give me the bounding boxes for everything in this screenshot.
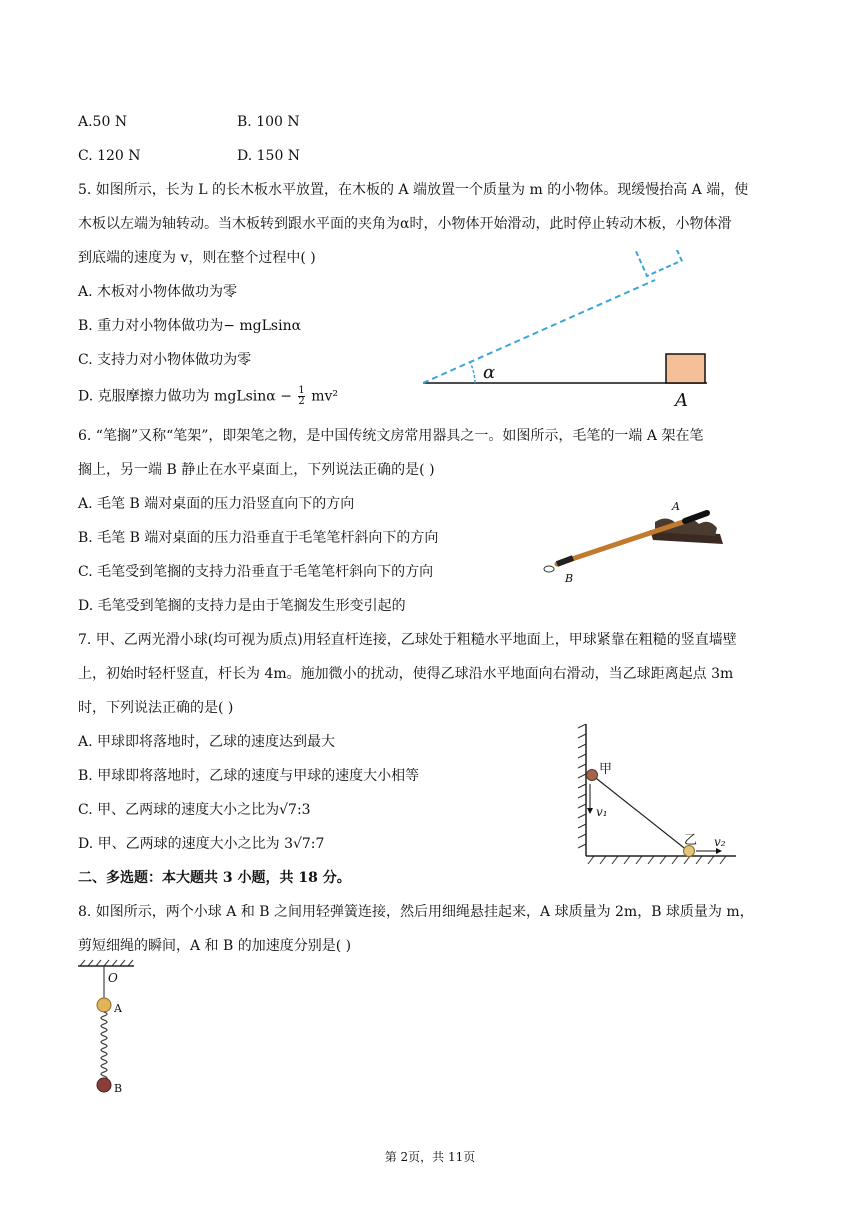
brush-loop [544,566,554,572]
q5-stem-line1: 5. 如图所示，长为 L 的长木板水平放置，在木板的 A 端放置一个质量为 m 的小物体。现缓慢抬高 A 端，使 [78,182,749,198]
q4-option-a: A.50 N [78,114,128,130]
pivot-o-label: O [108,971,118,985]
brush-end-b-label: B [565,572,574,585]
q6-option-d: D. 毛笔受到笔搁的支持力是由于笔搁发生形变引起的 [78,598,406,614]
q6-stem-line2: 搁上，另一端 B 静止在水平桌面上，下列说法正确的是( ) [78,462,435,478]
ball-a [97,998,111,1012]
q8-stem-line2: 剪短细绳的瞬间，A 和 B 的加速度分别是( ) [78,938,352,954]
q4-option-c: C. 120 N [78,148,141,164]
q8-stem-line1: 8. 如图所示，两个小球 A 和 B 之间用轻弹簧连接，然后用细绳悬挂起来，A 球质量为 2m，B 球质量为 m， [78,904,754,920]
q7-option-b: B. 甲球即将落地时，乙球的速度与甲球的速度大小相等 [78,768,420,784]
q6-brush-figure [535,492,735,587]
angle-alpha-label: α [483,362,496,383]
page-footer: 第 2页，共 11页 [384,1150,476,1164]
floor-hatching [588,856,726,864]
q5-stem-line3: 到底端的速度为 v，则在整个过程中( ) [78,250,316,266]
q5-option-d-tail: mv² [311,388,339,405]
q5-option-d-text: D. 克服摩擦力做功为 mgLsinα − [78,388,292,405]
ball-a-label: A [114,1002,122,1015]
ceiling-hatching [80,960,133,966]
brush-tip [685,513,707,521]
q5-option-b: B. 重力对小物体做功为− mgLsinα [78,318,302,334]
spring-coil [101,1012,107,1080]
ball-jia-label: 甲 [599,762,613,777]
board-raised-dashed-line [423,280,655,383]
q7-option-a: A. 甲球即将落地时，乙球的速度达到最大 [78,734,336,750]
brush-end-cap [557,558,573,564]
end-a-label: A [675,390,688,410]
q7-stem-line1: 7. 甲、乙两光滑小球(均可视为质点)用轻直杆连接，乙球处于粗糙水平地面上，甲球紧靠在粗糙的竖直墙壁 [78,632,737,648]
q5-stem-line2: 木板以左端为轴转动。当木板转到跟水平面的夹角为α时，小物体开始滑动，此时停止转动木板，小物体滑 [78,216,732,232]
v1-arrowhead [587,808,593,814]
q6-stem-line1: 6. “笔搁”又称“笔架”，即架笔之物，是中国传统文房常用器具之一。如图所示，毛笔的一端 A 架在笔 [78,428,704,444]
section-2-title: 二、多选题：本大题共 3 小题，共 18 分。 [78,870,351,886]
block-small-object [666,354,705,383]
q5-incline-figure [415,250,715,410]
q5-option-d [78,386,338,407]
brush-end-a-label: A [672,500,680,513]
q7-stem-line3: 时，下列说法正确的是( ) [78,700,234,716]
q5-option-d-fraction: $\frac{1}{2}$ [298,385,305,407]
q4-option-d: D. 150 N [237,148,301,164]
v1-label: v₁ [596,805,608,819]
q7-option-d: D. 甲、乙两球的速度大小之比为 3√7:7 [78,836,325,852]
q7-stem-line2: 上，初始时轻杆竖直，杆长为 4m。施加微小的扰动，使得乙球沿水平地面向右滑动，当乙球距离起点 3m [78,666,734,682]
angle-arc [470,362,475,383]
q6-option-a: A. 毛笔 B 端对桌面的压力沿竖直向下的方向 [78,496,355,512]
ball-jia [587,770,598,781]
ball-b [97,1078,111,1092]
wall-hatching [578,724,586,848]
q7-option-c: C. 甲、乙两球的速度大小之比为√7:3 [78,802,311,818]
v2-label: v₂ [714,835,726,849]
q6-option-b: B. 毛笔 B 端对桌面的压力沿垂直于毛笔笔杆斜向下的方向 [78,530,439,546]
q5-option-c: C. 支持力对小物体做功为零 [78,352,252,368]
q7-rod-figure [568,724,740,864]
ball-yi-label: 乙 [684,833,698,848]
ball-b-label: B [114,1082,123,1095]
q5-option-a: A. 木板对小物体做功为零 [78,284,238,300]
q6-option-c: C. 毛笔受到笔搁的支持力沿垂直于毛笔笔杆斜向下的方向 [78,564,434,580]
block-raised-dashed [635,250,682,276]
q8-spring-figure [72,958,152,1098]
q4-option-b: B. 100 N [237,114,300,130]
